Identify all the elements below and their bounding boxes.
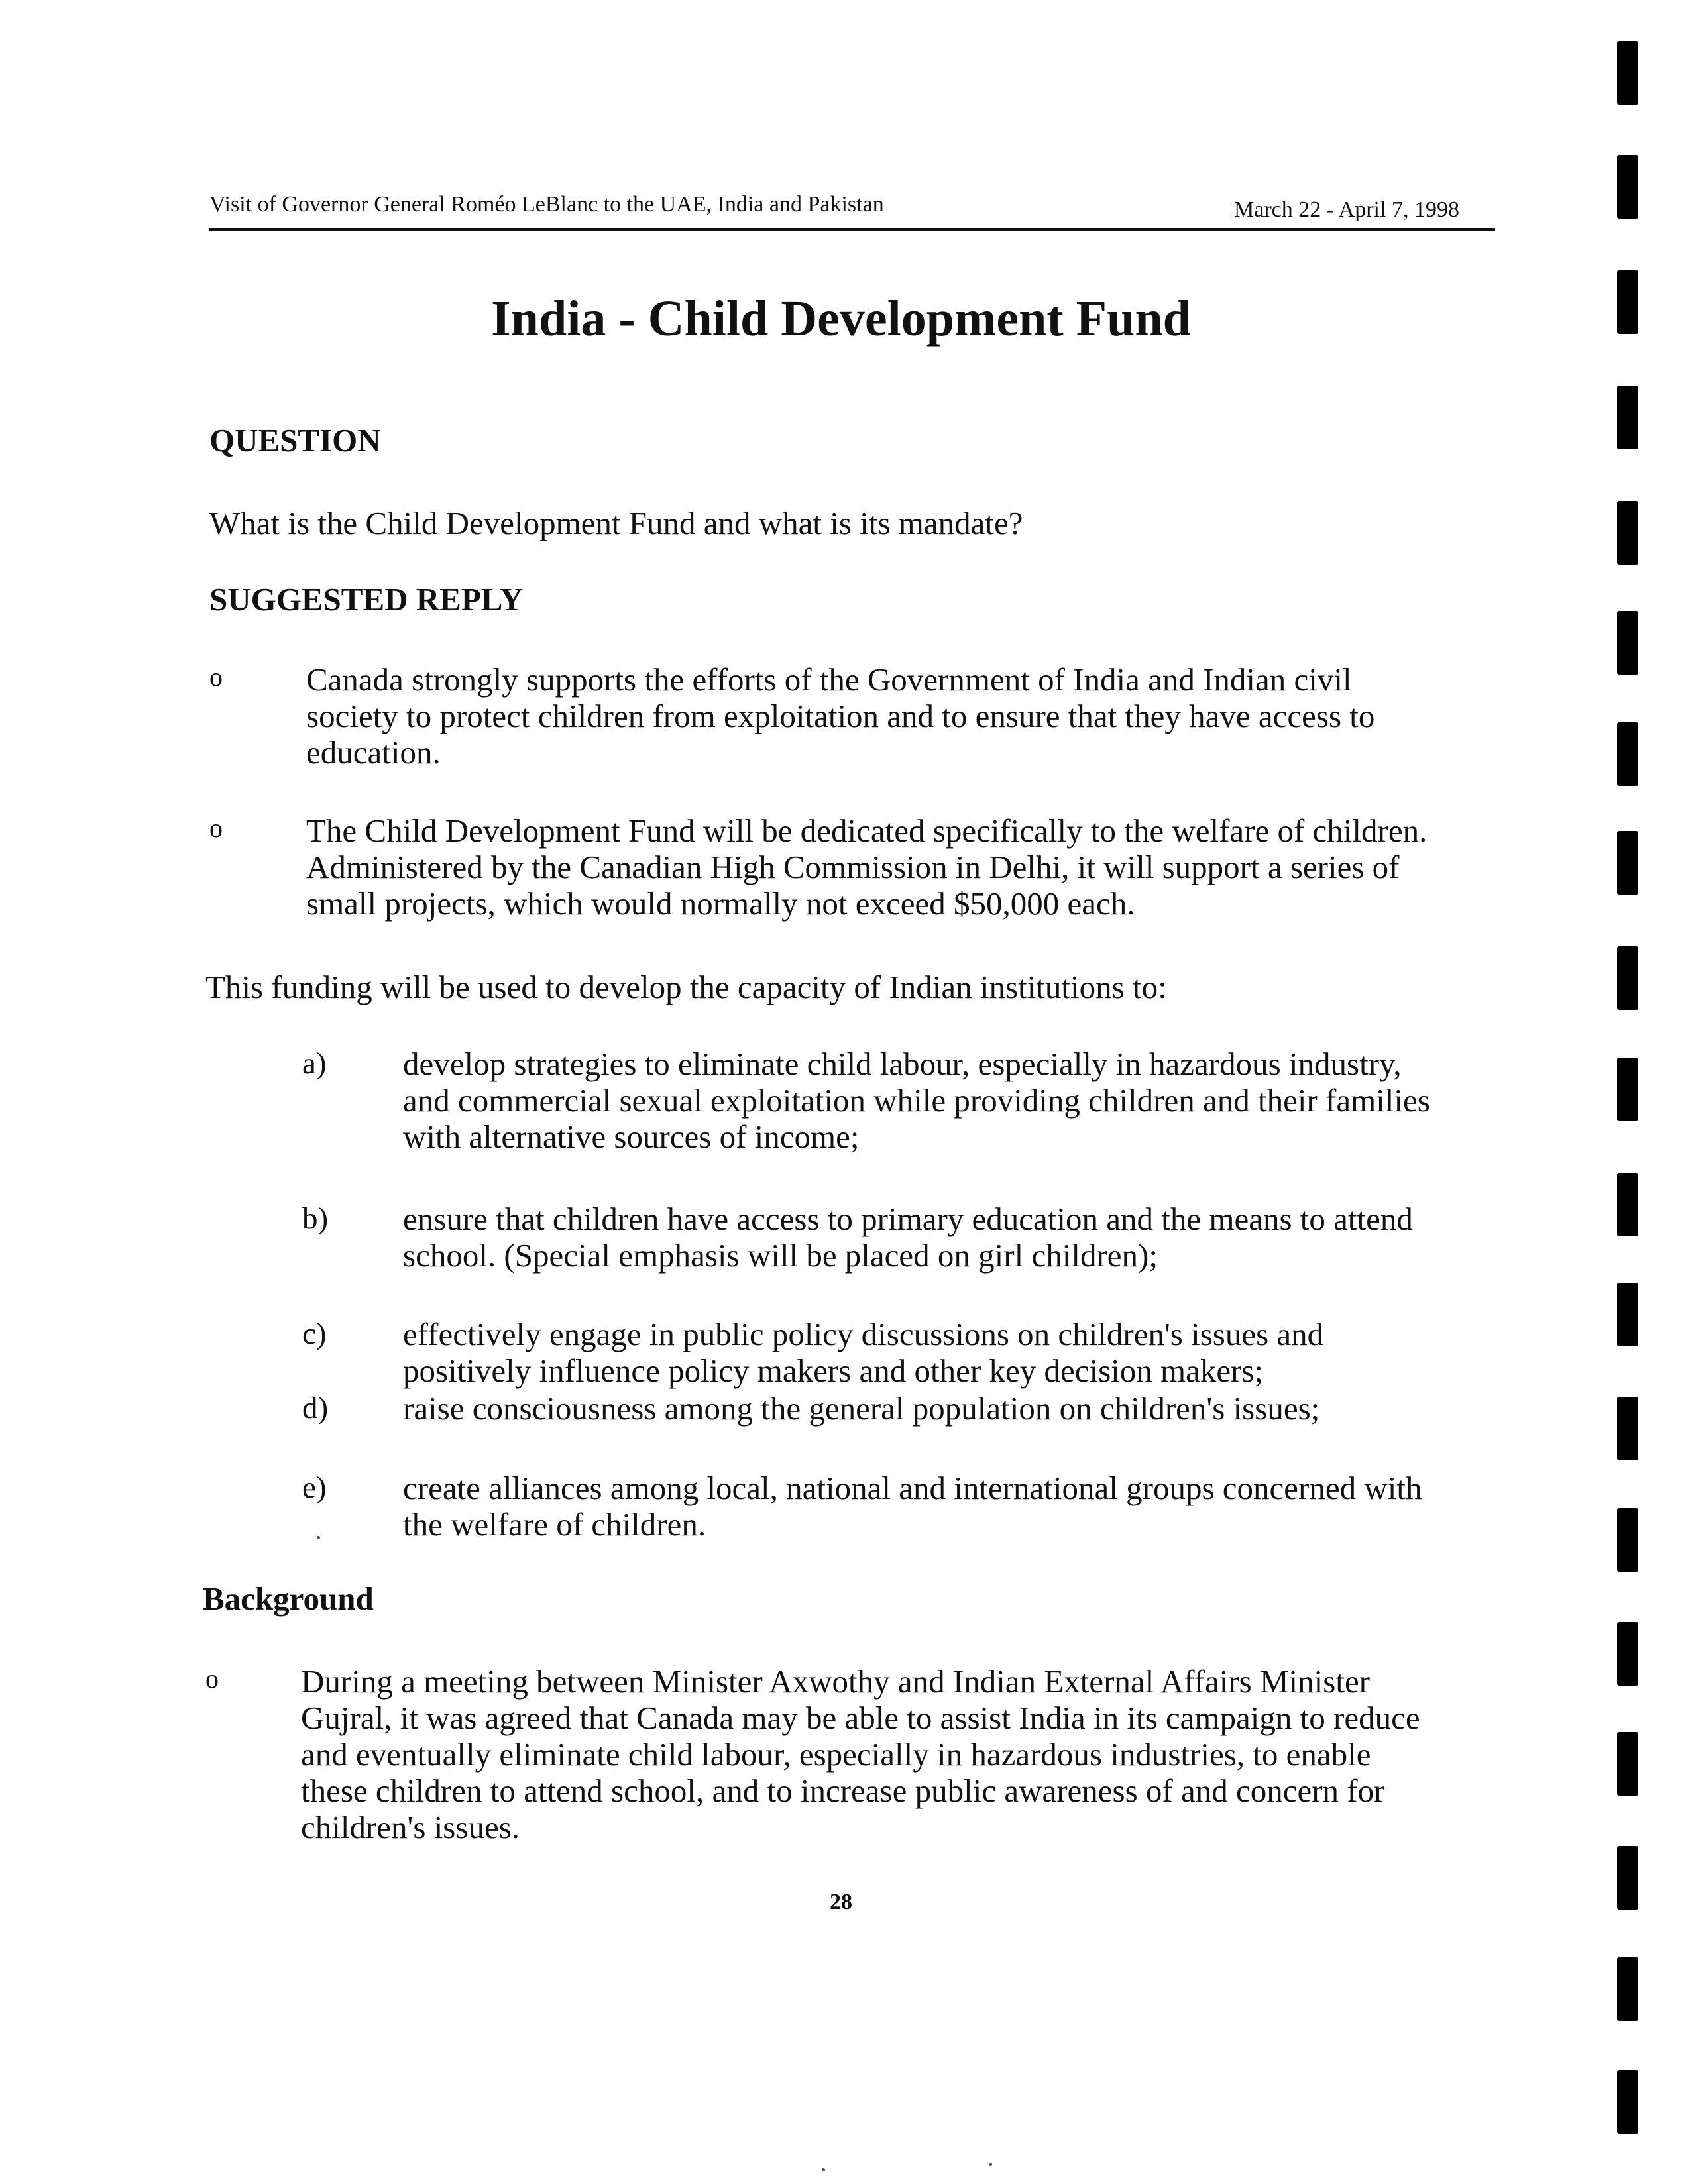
text-line: create alliances among local, national and international groups concerned with	[403, 1470, 1422, 1506]
binder-mark	[1617, 1508, 1638, 1572]
binder-mark	[1617, 1846, 1638, 1910]
running-header-title: Visit of Governor General Roméo LeBlanc to the UAE, India and Pakistan	[209, 192, 884, 217]
funding-intro: This funding will be used to develop the capacity of Indian institutions to:	[205, 969, 1167, 1005]
binder-mark	[1617, 1622, 1638, 1686]
text-line: with alternative sources of income;	[403, 1119, 860, 1155]
text-line: develop strategies to eliminate child labour, especially in hazardous industry,	[403, 1046, 1402, 1082]
text-line: small projects, which would normally not exceed $50,000 each.	[306, 885, 1135, 922]
item-b	[403, 1201, 1413, 1274]
background-heading: Background	[203, 1580, 374, 1617]
text-line: During a meeting between Minister Axwothy and Indian External Affairs Minister	[301, 1663, 1371, 1700]
text-line: and commercial sexual exploitation while providing children and their families	[403, 1082, 1430, 1119]
binder-mark	[1617, 1957, 1638, 2021]
binder-mark	[1617, 270, 1638, 334]
text-line: school. (Special emphasis will be placed on girl children);	[403, 1237, 1158, 1274]
item-c	[403, 1316, 1323, 1389]
text-line: and eventually eliminate child labour, especially in hazardous industries, to enable	[301, 1736, 1371, 1773]
running-header-date: March 22 - April 7, 1998	[1234, 197, 1459, 222]
bullet-marker: o	[205, 1664, 219, 1694]
page-title: India - Child Development Fund	[491, 291, 1191, 347]
item-marker: c)	[302, 1317, 327, 1351]
bullet-marker: o	[209, 813, 223, 843]
text-line: children's issues.	[301, 1809, 520, 1845]
text-line: Canada strongly supports the efforts of the Government of India and Indian civil	[306, 661, 1352, 698]
item-d	[403, 1390, 1319, 1427]
binder-mark	[1617, 1397, 1638, 1460]
binder-mark	[1617, 946, 1638, 1010]
scan-speck	[822, 2168, 825, 2171]
binder-mark	[1617, 41, 1638, 105]
binder-mark	[1617, 1058, 1638, 1121]
text-line: Gujral, it was agreed that Canada may be able to assist India in its campaign to reduce	[301, 1700, 1420, 1736]
text-line: these children to attend school, and to increase public awareness of and concern for	[301, 1773, 1385, 1809]
bullet-marker: o	[209, 662, 223, 692]
text-line: society to protect children from exploitation and to ensure that they have access to	[306, 698, 1375, 734]
text-line: The Child Development Fund will be dedicated specifically to the welfare of children.	[306, 812, 1428, 849]
binder-mark	[1617, 1283, 1638, 1346]
page-number: 28	[830, 1890, 852, 1914]
suggested-reply-heading: SUGGESTED REPLY	[209, 581, 524, 618]
scan-speck	[317, 1536, 320, 1539]
binder-mark	[1617, 386, 1638, 449]
text-line: raise consciousness among the general population on children's issues;	[403, 1390, 1320, 1427]
binder-mark	[1617, 1732, 1638, 1796]
scan-speck	[989, 2163, 992, 2166]
text-line: ensure that children have access to primary education and the means to attend	[403, 1201, 1413, 1237]
binder-mark	[1617, 611, 1638, 675]
suggested-reply-bullet-2	[306, 812, 1427, 922]
binder-mark	[1617, 2070, 1638, 2134]
binder-mark	[1617, 155, 1638, 219]
background-bullet-1	[301, 1663, 1420, 1845]
item-marker: e)	[302, 1470, 327, 1505]
suggested-reply-bullet-1	[306, 661, 1374, 771]
text-line: Administered by the Canadian High Commission in Delhi, it will support a series of	[306, 849, 1400, 885]
item-marker: d)	[302, 1391, 329, 1425]
item-marker: a)	[302, 1046, 327, 1081]
text-line: positively influence policy makers and other key decision makers;	[403, 1352, 1264, 1389]
item-marker: b)	[302, 1201, 329, 1236]
text-line: education.	[306, 734, 441, 771]
item-e	[403, 1470, 1422, 1543]
question-heading: QUESTION	[209, 422, 381, 459]
text-line: the welfare of children.	[403, 1506, 706, 1543]
binder-mark	[1617, 1173, 1638, 1236]
item-a	[403, 1046, 1430, 1155]
header-rule	[209, 228, 1495, 231]
question-text: What is the Child Development Fund and what is its mandate?	[209, 505, 1023, 541]
binder-mark	[1617, 831, 1638, 895]
text-line: effectively engage in public policy discussions on children's issues and	[403, 1316, 1324, 1352]
binder-mark	[1617, 722, 1638, 786]
binder-mark	[1617, 501, 1638, 565]
